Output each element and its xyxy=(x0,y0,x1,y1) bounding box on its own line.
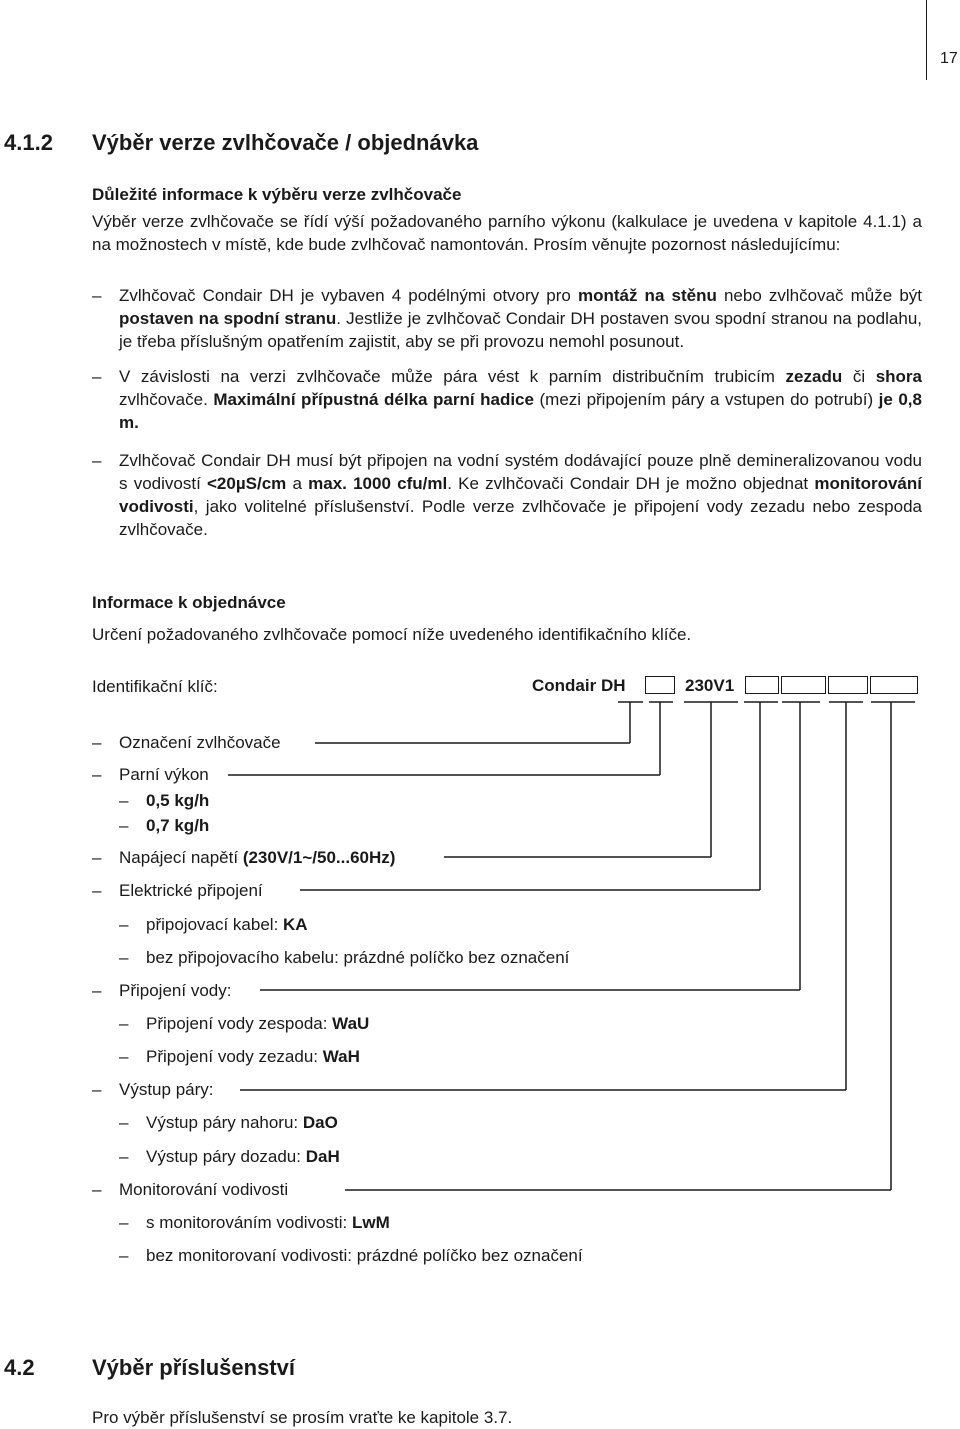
accessories-title: Výběr příslušenství xyxy=(92,1355,295,1380)
item-conductivity: – Monitorování vodivosti xyxy=(92,1180,289,1199)
bullet-text: Zvlhčovač Condair DH je vybaven 4 podélnými otvory pro montáž na stěnu nebo zvlhčovač může být postaven na spodní stranu. Jestliže je zvlhčovač Condair DH postaven svou spodní stranou na podlahu, je třeba příslušným opatřením zajistit, aby se při provozu nemohl posunout. xyxy=(119,286,923,351)
item-output-07: – 0,7 kg/h xyxy=(119,816,210,835)
important-heading: Důležité informace k výběru verze zvlhčovače xyxy=(92,185,462,204)
item-steam-output: – Parní výkon xyxy=(92,765,209,784)
section-title: Výběr verze zvlhčovače / objednávka xyxy=(92,130,479,155)
item-water: – Připojení vody: xyxy=(92,981,232,1000)
key-prefix: Condair DH xyxy=(532,676,626,695)
item-electrical: – Elektrické připojení xyxy=(92,881,263,900)
accessories-text: Pro výběr příslušenství se prosím vraťte ke kapitole 3.7. xyxy=(92,1408,513,1427)
item-steam-outlet: – Výstup páry: xyxy=(92,1080,214,1099)
item-without-conductivity: – bez monitorovaní vodivosti: prázdné políčko bez označení xyxy=(119,1246,583,1265)
key-label: Identifikační klíč: xyxy=(92,677,218,696)
item-output-05: – 0,5 kg/h xyxy=(119,791,210,810)
accessories-number: 4.2 xyxy=(4,1355,35,1380)
item-with-conductivity: – s monitorováním vodivosti: LwM xyxy=(119,1213,390,1232)
page-number: 17 xyxy=(940,50,958,67)
item-designation: – Označení zvlhčovače xyxy=(92,733,281,752)
important-paragraph: Výběr verze zvlhčovače se řídí výší požadovaného parního výkonu (kalkulace je uvedena v kapitole 4.1.1) a na možnostech v místě, kde bude zvlhčovač namontován. Prosím věnujte pozornost následujícímu: xyxy=(92,212,922,254)
bullet-text: Zvlhčovač Condair DH musí být připojen na vodní systém dodávající pouze plně demineralizovanou vodu s vodivostí <20µS/cm a max. 1000 cfu/ml. Ke zvlhčovači Condair DH je možno objednat monitorování vodivosti, jako volitelné příslušenství. Podle verze zvlhčovače je připojení vody zezadu nebo zespoda zvlhčovače. xyxy=(119,451,922,539)
key-voltage: 230V1 xyxy=(685,676,735,695)
bullet-text: V závislosti na verzi zvlhčovače může pára vést k parním distribučním trubicím zezadu či shora zvlhčovače. Maximální přípustná délka parní hadice (mezi připojením páry a vstupen do potrubí) je 0,8 m. xyxy=(119,367,922,432)
item-water-bottom: – Připojení vody zespoda: WaU xyxy=(119,1014,370,1033)
item-supply: – Napájecí napětí (230V/1~/50...60Hz) xyxy=(92,848,396,867)
order-heading: Informace k objednávce xyxy=(92,593,286,612)
item-no-cable: – bez připojovacího kabelu: prázdné políčko bez označení xyxy=(119,948,570,967)
accessories-heading xyxy=(4,1355,904,1385)
item-steam-up: – Výstup páry nahoru: DaO xyxy=(119,1113,338,1132)
order-intro: Určení požadovaného zvlhčovače pomocí níže uvedeného identifikačního klíče. xyxy=(92,625,692,644)
bullet-dash: – xyxy=(92,367,102,386)
bullet-dash: – xyxy=(92,286,102,305)
item-cable: – připojovací kabel: KA xyxy=(119,915,308,934)
item-steam-back: – Výstup páry dozadu: DaH xyxy=(119,1147,340,1166)
item-water-back: – Připojení vody zezadu: WaH xyxy=(119,1047,360,1066)
section-number: 4.1.2 xyxy=(4,130,53,155)
bullet-dash: – xyxy=(92,451,102,470)
